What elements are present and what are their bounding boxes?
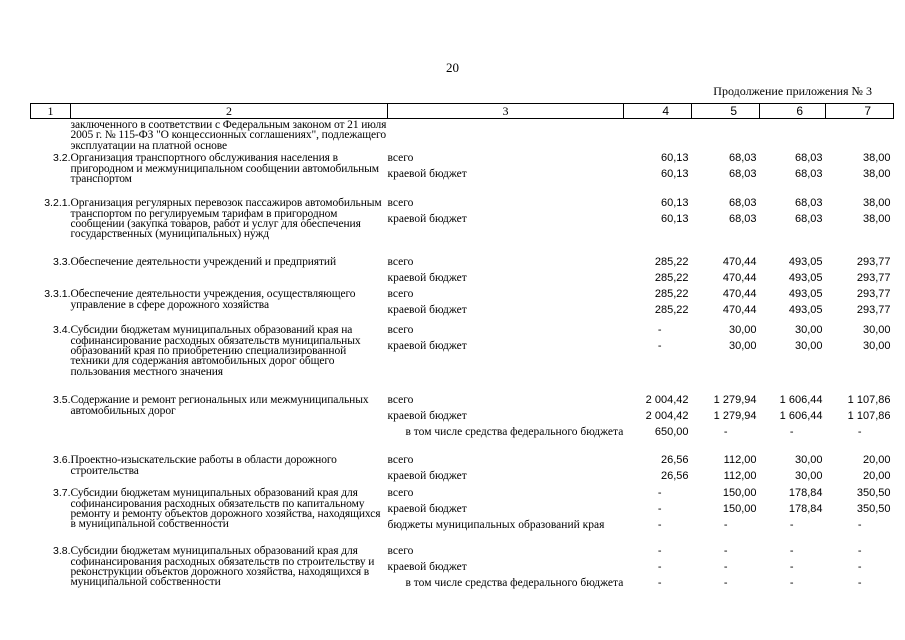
row-name: Обеспечение деятельности учреждений и предприятий xyxy=(70,256,337,269)
table-row xyxy=(31,196,894,255)
row-code: 3.6. xyxy=(52,454,71,467)
value-cell: - xyxy=(657,519,662,532)
value-cell: 178,84 xyxy=(788,487,823,500)
value-cell: 68,03 xyxy=(728,152,757,165)
value-cell: - xyxy=(723,519,728,532)
row-sublabel: в том числе средства федерального бюджета xyxy=(405,577,624,590)
value-cell: 1 606,44 xyxy=(779,394,823,407)
table-header-row xyxy=(31,104,894,119)
value-cell: 493,05 xyxy=(788,272,823,285)
continuation-text: заключенного в соответствии с Федеральным законом от 21 июля 2005 г. № 115-ФЗ "О концессионных соглашениях", подлежащего эксплуатации на платной основе xyxy=(70,119,387,152)
table-row xyxy=(31,323,894,393)
value-cell: 470,44 xyxy=(722,256,757,269)
header-col-5: 5 xyxy=(692,104,760,119)
value-cell: 285,22 xyxy=(654,272,689,285)
value-cell: 68,03 xyxy=(728,213,757,226)
value-cell: 470,44 xyxy=(722,288,757,301)
value-cell: - xyxy=(789,426,794,439)
value-cell: 20,00 xyxy=(862,454,891,467)
value-cell: 350,50 xyxy=(856,503,891,516)
value-cell: - xyxy=(657,340,662,353)
value-cell: - xyxy=(857,561,862,574)
row-name: Проектно-изыскательские работы в области дорожного строительства xyxy=(70,454,337,477)
value-cell: 293,77 xyxy=(856,272,891,285)
row-sublabel: всего xyxy=(387,487,414,500)
value-cell: 293,77 xyxy=(856,288,891,301)
row-sublabel: краевой бюджет xyxy=(387,503,467,516)
row-sublabel: всего xyxy=(387,324,414,337)
value-cell: 38,00 xyxy=(862,197,891,210)
row-sublabel: краевой бюджет xyxy=(387,561,467,574)
value-cell: 1 279,94 xyxy=(713,394,757,407)
value-cell: 1 107,86 xyxy=(847,394,891,407)
value-cell: 650,00 xyxy=(654,426,689,439)
value-cell: 38,00 xyxy=(862,213,891,226)
row-code: 3.2.1. xyxy=(44,197,71,210)
value-cell: 350,50 xyxy=(856,487,891,500)
header-col-4: 4 xyxy=(624,104,692,119)
value-cell: - xyxy=(723,577,728,590)
value-cell: 178,84 xyxy=(788,503,823,516)
value-cell: - xyxy=(789,561,794,574)
value-cell: 293,77 xyxy=(856,304,891,317)
row-code: 3.3. xyxy=(52,256,71,269)
table-row xyxy=(31,393,894,453)
value-cell: 293,77 xyxy=(856,256,891,269)
value-cell: 60,13 xyxy=(660,213,689,226)
table-row xyxy=(31,486,894,544)
value-cell: 30,00 xyxy=(794,340,823,353)
header-col-7: 7 xyxy=(826,104,894,119)
value-cell: 470,44 xyxy=(722,272,757,285)
value-cell: 470,44 xyxy=(722,304,757,317)
value-cell: 68,03 xyxy=(794,197,823,210)
value-cell: 285,22 xyxy=(654,304,689,317)
value-cell: 2 004,42 xyxy=(645,394,689,407)
value-cell: - xyxy=(723,545,728,558)
value-cell: - xyxy=(657,577,662,590)
value-cell: - xyxy=(657,545,662,558)
row-name: Содержание и ремонт региональных или межмуниципальных автомобильных дорог xyxy=(70,394,369,417)
row-sublabel: в том числе средства федерального бюджета xyxy=(405,426,624,439)
value-cell: 20,00 xyxy=(862,470,891,483)
header-col-3: 3 xyxy=(388,104,624,119)
table-row xyxy=(31,255,894,287)
value-cell: 112,00 xyxy=(723,470,757,483)
row-sublabel: всего xyxy=(387,197,414,210)
header-col-2: 2 xyxy=(71,104,388,119)
row-code: 3.7. xyxy=(52,487,71,500)
row-name: Субсидии бюджетам муниципальных образований края для софинансирования расходных обязательств по строительству и реконструкции объектов дорожного хозяйства, находящихся в муниципальной собственности xyxy=(70,545,375,589)
value-cell: 30,00 xyxy=(862,340,891,353)
value-cell: 68,03 xyxy=(794,213,823,226)
table-row xyxy=(31,287,894,323)
value-cell: - xyxy=(657,487,662,500)
value-cell: 285,22 xyxy=(654,256,689,269)
value-cell: 68,03 xyxy=(728,168,757,181)
header-col-6: 6 xyxy=(760,104,826,119)
value-cell: - xyxy=(857,519,862,532)
budget-table xyxy=(30,103,894,616)
value-cell: 30,00 xyxy=(728,324,757,337)
continuation-row xyxy=(31,119,894,152)
row-sublabel: краевой бюджет xyxy=(387,340,467,353)
header-col-1: 1 xyxy=(31,104,71,119)
table-row xyxy=(31,544,894,616)
value-cell: 60,13 xyxy=(660,152,689,165)
value-cell: 30,00 xyxy=(794,470,823,483)
value-cell: - xyxy=(657,324,662,337)
row-name: Организация регулярных перевозок пассажиров автомобильным транспортом по регулируемым тарифам в пригородном сообщении (закупка товаров, работ и услуг для обеспечения государственных (муниципальных) нужд xyxy=(70,197,382,241)
value-cell: 38,00 xyxy=(862,152,891,165)
row-sublabel: всего xyxy=(387,454,414,467)
value-cell: 30,00 xyxy=(794,454,823,467)
value-cell: 493,05 xyxy=(788,256,823,269)
value-cell: - xyxy=(857,426,862,439)
value-cell: - xyxy=(789,577,794,590)
value-cell: - xyxy=(789,545,794,558)
value-cell: 38,00 xyxy=(862,168,891,181)
row-sublabel: краевой бюджет xyxy=(387,168,467,181)
value-cell: 60,13 xyxy=(660,168,689,181)
row-name: Субсидии бюджетам муниципальных образований края для софинансирования расходных обязательств по капитальному ремонту и ремонту объектов дорожного хозяйства, находящихся в муниципальной собственности xyxy=(70,487,381,531)
value-cell: 493,05 xyxy=(788,288,823,301)
row-sublabel: всего xyxy=(387,394,414,407)
table-row xyxy=(31,151,894,196)
row-sublabel: всего xyxy=(387,288,414,301)
value-cell: 1 279,94 xyxy=(713,410,757,423)
value-cell: - xyxy=(657,503,662,516)
value-cell: 68,03 xyxy=(794,152,823,165)
value-cell: 26,56 xyxy=(660,454,689,467)
value-cell: 68,03 xyxy=(794,168,823,181)
appendix-continuation-note: Продолжение приложения № 3 xyxy=(713,84,872,98)
value-cell: 493,05 xyxy=(788,304,823,317)
value-cell: 68,03 xyxy=(728,197,757,210)
value-cell: 1 606,44 xyxy=(779,410,823,423)
row-sublabel: краевой бюджет xyxy=(387,213,467,226)
row-code: 3.4. xyxy=(52,324,71,337)
value-cell: - xyxy=(857,577,862,590)
value-cell: 60,13 xyxy=(660,197,689,210)
value-cell: 2 004,42 xyxy=(645,410,689,423)
row-sublabel: всего xyxy=(387,545,414,558)
row-sublabel: всего xyxy=(387,152,414,165)
row-code: 3.3.1. xyxy=(44,288,71,301)
row-sublabel: бюджеты муниципальных образований края xyxy=(387,519,605,532)
value-cell: - xyxy=(723,426,728,439)
value-cell: - xyxy=(789,519,794,532)
row-name: Обеспечение деятельности учреждения, осуществляющего управление в сфере дорожного хозяйства xyxy=(70,288,356,311)
value-cell: 150,00 xyxy=(722,503,757,516)
value-cell: - xyxy=(857,545,862,558)
row-sublabel: краевой бюджет xyxy=(387,470,467,483)
value-cell: 30,00 xyxy=(794,324,823,337)
row-name: Субсидии бюджетам муниципальных образований края на софинансирование расходных обязательств муниципальных образований края по приобретению специализированной техники для содержания автомобильных дорог общего пользования местного значения xyxy=(70,324,361,378)
value-cell: 30,00 xyxy=(862,324,891,337)
value-cell: 1 107,86 xyxy=(847,410,891,423)
value-cell: 150,00 xyxy=(722,487,757,500)
value-cell: 26,56 xyxy=(660,470,689,483)
value-cell: 112,00 xyxy=(723,454,757,467)
value-cell: 30,00 xyxy=(728,340,757,353)
row-name: Организация транспортного обслуживания населения в пригородном и межмуниципальном сообщении автомобильным транспортом xyxy=(70,152,379,186)
row-code: 3.5. xyxy=(52,394,71,407)
value-cell: - xyxy=(657,561,662,574)
page-number: 20 xyxy=(446,60,459,75)
row-code: 3.8. xyxy=(52,545,71,558)
table-row xyxy=(31,453,894,486)
row-sublabel: всего xyxy=(387,256,414,269)
row-sublabel: краевой бюджет xyxy=(387,272,467,285)
row-sublabel: краевой бюджет xyxy=(387,304,467,317)
row-sublabel: краевой бюджет xyxy=(387,410,467,423)
value-cell: - xyxy=(723,561,728,574)
row-code: 3.2. xyxy=(52,152,71,165)
value-cell: 285,22 xyxy=(654,288,689,301)
